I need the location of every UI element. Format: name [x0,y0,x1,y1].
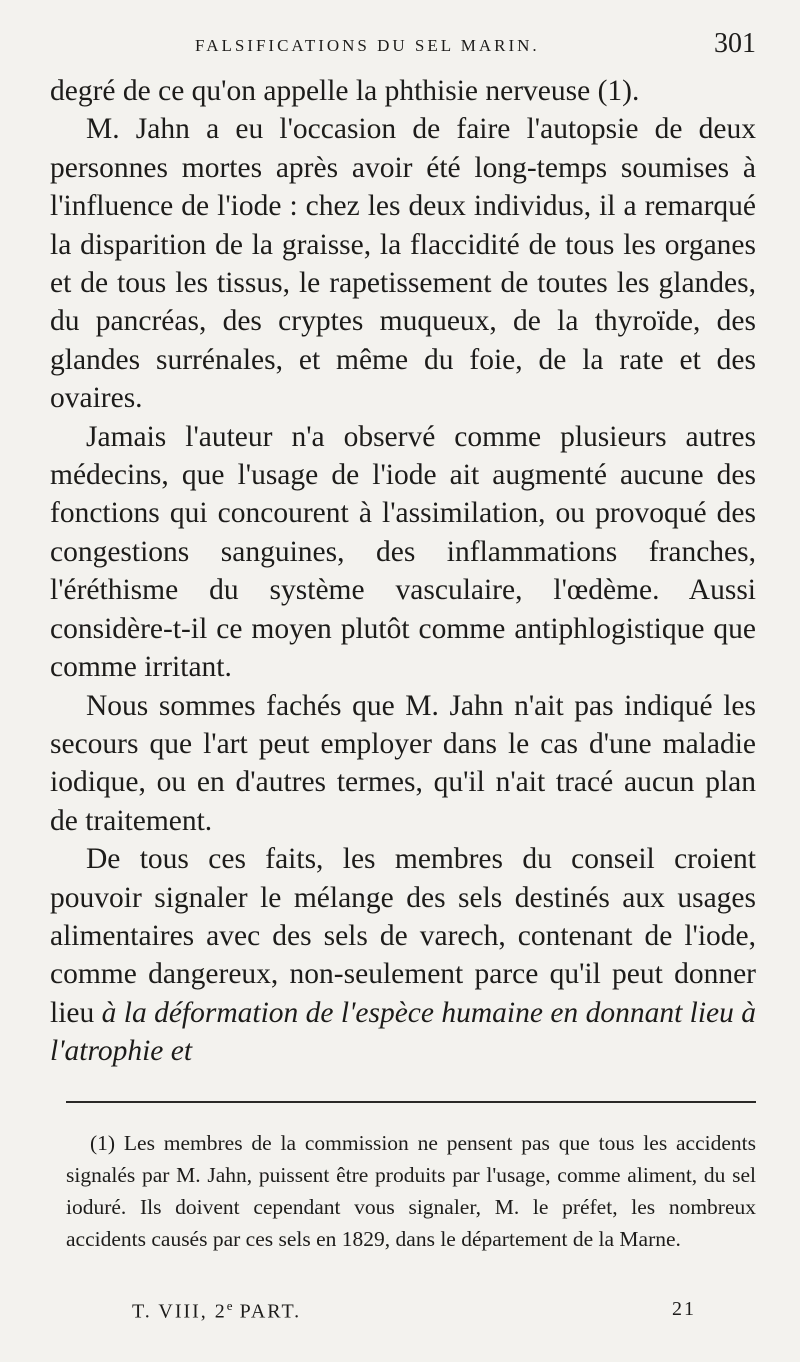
volume-superscript: e [226,1298,233,1313]
body-text [50,72,756,1071]
conclusion-text: De tous ces faits, les membres du conseil croient pouvoir signaler le mélange des sels destinés aux usages alimentaires avec des sels de varech, contenant de l'iode, comme dangereux, non-seulement parce qu'il peut donner lieu [50,843,756,1029]
volume-part-mark [132,1298,301,1324]
running-head [50,0,756,72]
paragraph-continuation: degré de ce qu'on appelle la phthisie nerveuse (1). [50,75,640,107]
footnote-rule [66,1101,756,1103]
running-title: FALSIFICATIONS DU SEL MARIN. [195,36,540,55]
volume-label: T. VIII, 2 [132,1300,227,1323]
paragraph-treatment: Nous sommes fachés que M. Jahn n'ait pas indiqué les secours que l'art peut employer dans le cas d'une maladie iodique, ou en d'autres termes, qu'il n'ait tracé aucun plan de traitement. [50,689,756,837]
footnote: (1) Les membres de la commission ne pensent pas que tous les accidents signalés par M. Jahn, puissent être produits par l'usage, comme aliment, du sel ioduré. Ils doivent cependant vous signaler, M. le préfet, les nombreux accidents causés par ces sels en 1829, dans le département de la Marne. [66,1131,756,1251]
paragraph-conclusion [50,840,756,1070]
conclusion-italic-text: à la déformation de l'espèce humaine en donnant lieu à l'atrophie et [50,996,756,1068]
paragraph-autopsy: M. Jahn a eu l'occasion de faire l'autopsie de deux personnes mortes après avoir été long-temps soumises à l'influence de l'iode : chez les deux individus, il a remarqué la disparition de la graisse, la flaccidité de tous les organes et de tous les tissus, le rapetissement de toutes les glandes, du pancréas, des cryptes muqueux, de la thyroïde, des glandes surrénales, et même du foie, de la rate et des ovaires. [50,113,756,415]
page-number: 301 [714,28,756,59]
part-label: PART. [232,1300,302,1323]
paragraph-observations: Jamais l'auteur n'a observé comme plusieurs autres médecins, que l'usage de l'iode ait augmenté aucune des fonctions qui concourent à l'assimilation, ou provoqué des congestions sanguines, des inflammations franches, l'éréthisme du système vasculaire, l'œdème. Aussi considère-t-il ce moyen plutôt comme antiphlogistique que comme irritant. [50,420,756,684]
sheet-signature: 21 [672,1298,696,1320]
